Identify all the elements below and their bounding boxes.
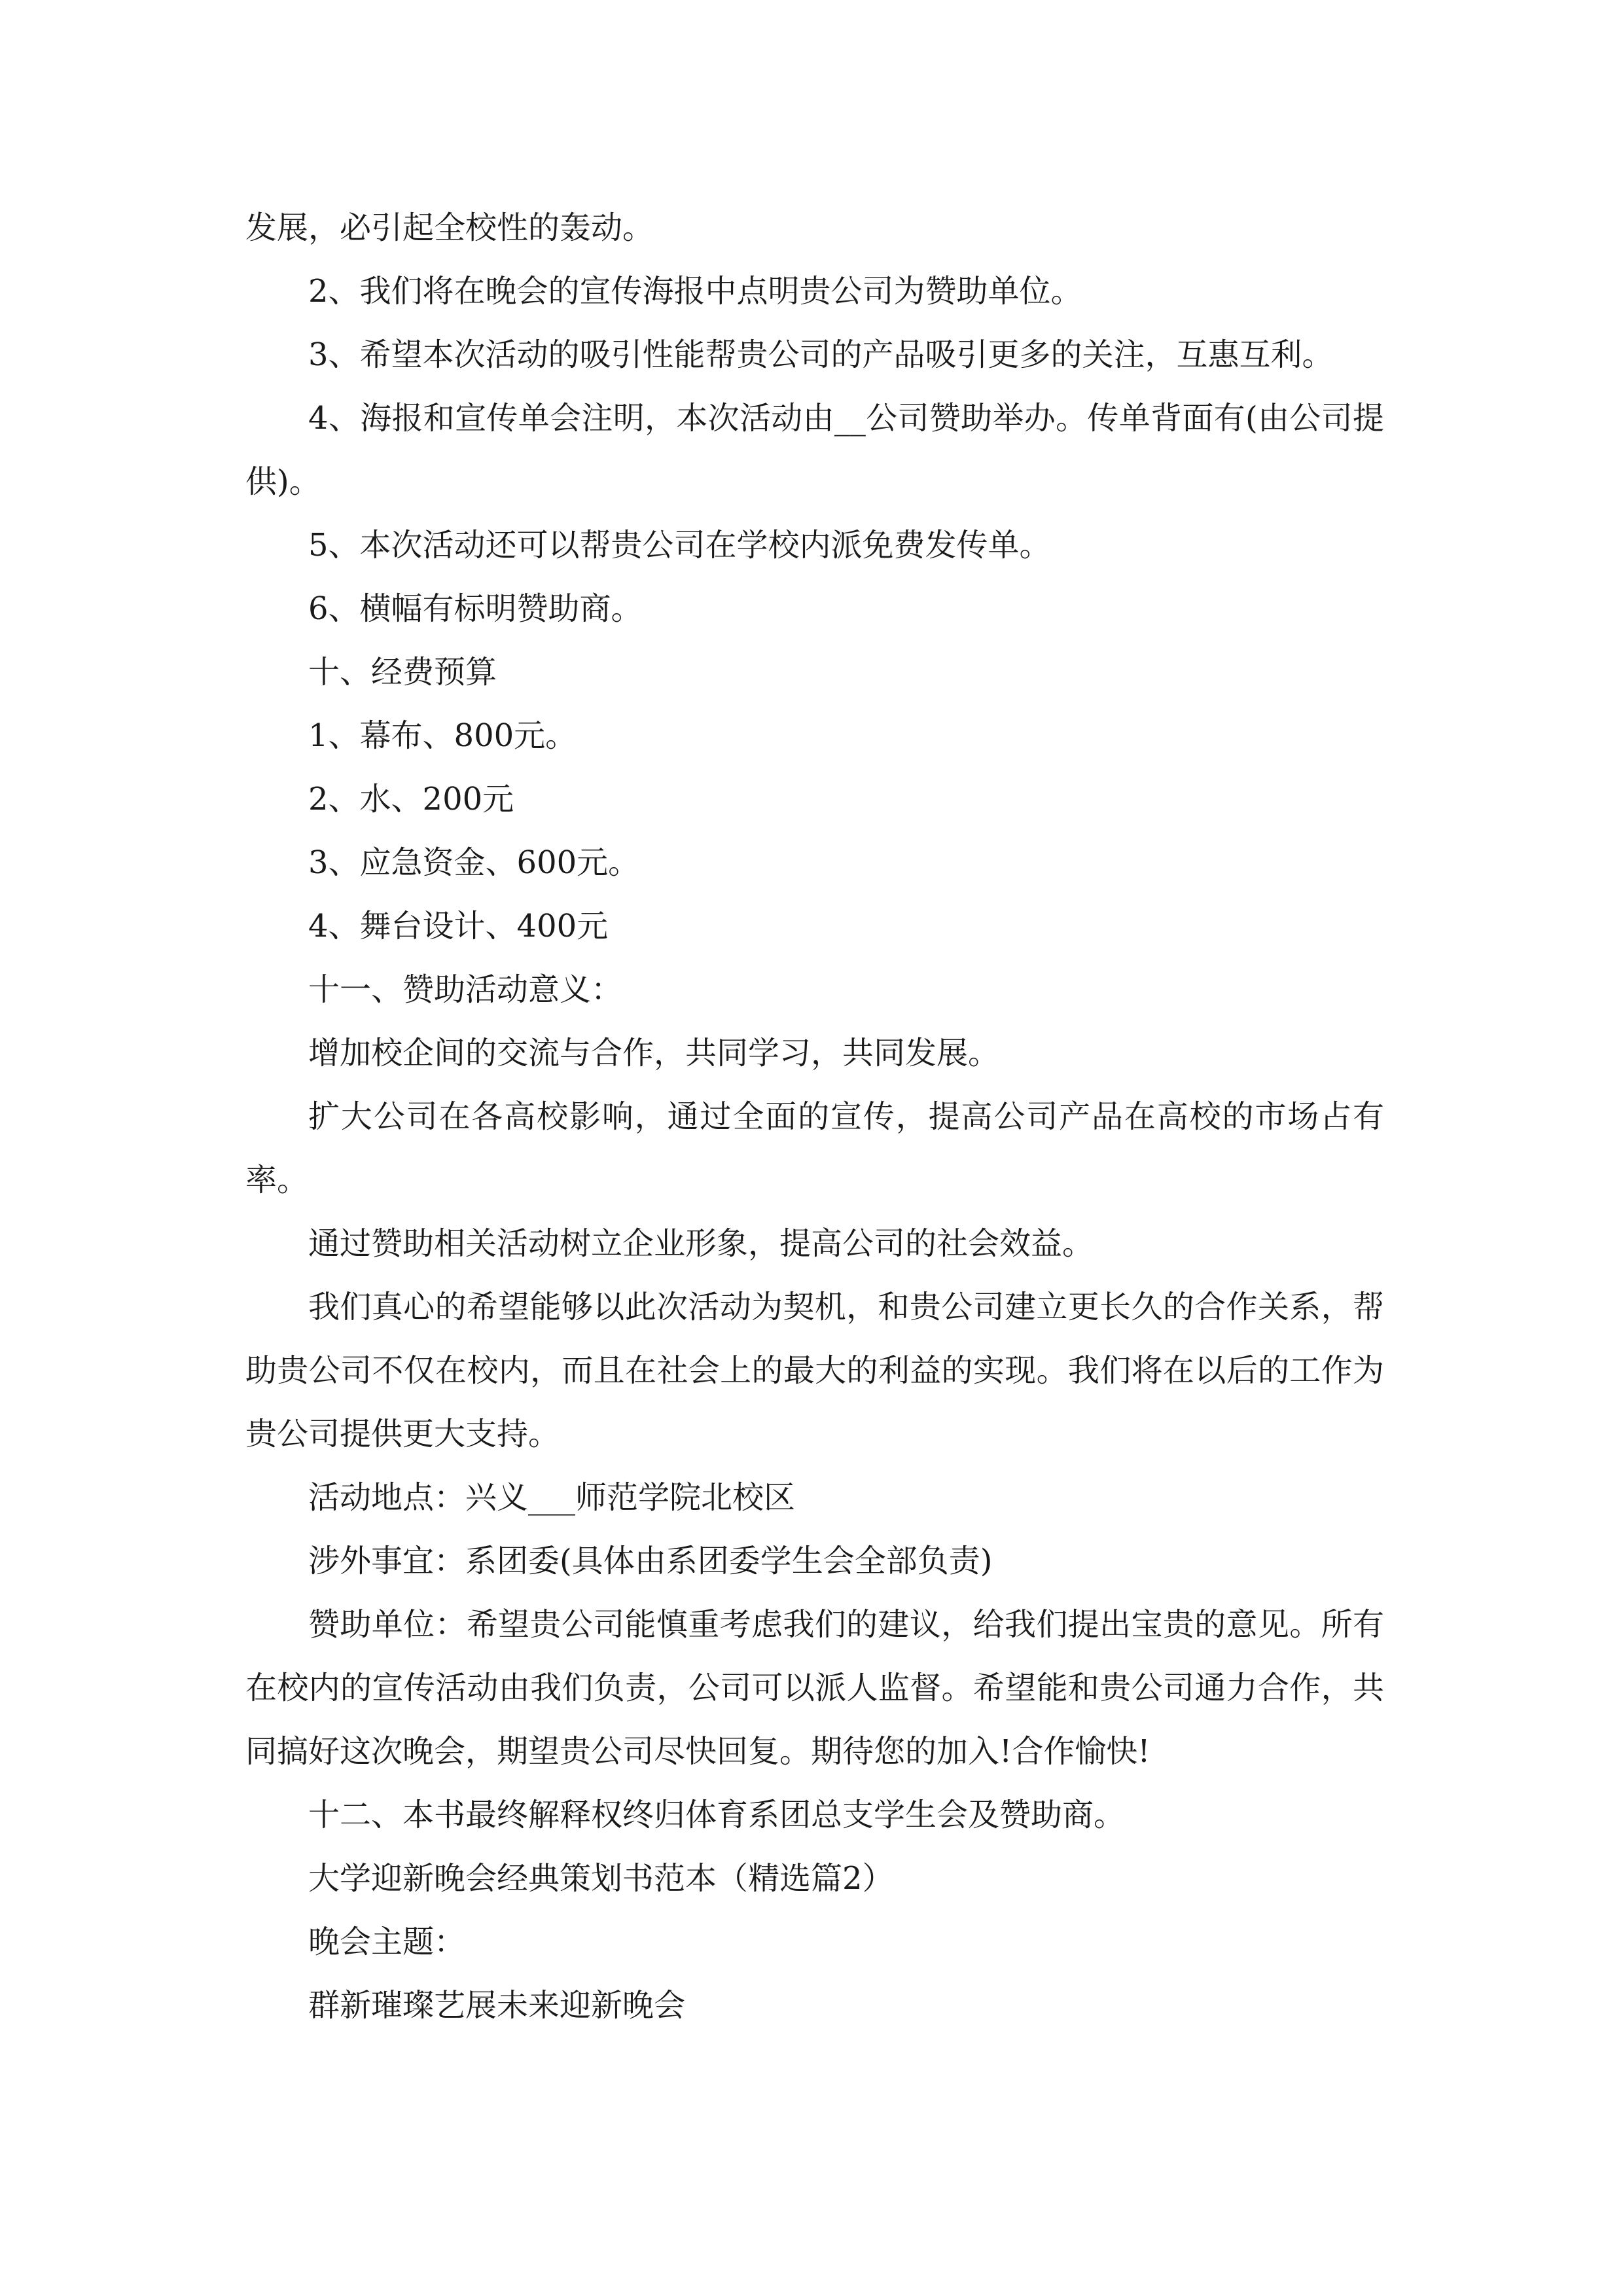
section-heading: 十一、赞助活动意义：	[308, 971, 623, 1008]
section-heading: 十、经费预算	[308, 654, 497, 691]
paragraph: 5、本次活动还可以帮贵公司在学校内派免费发传单。	[308, 527, 1051, 564]
paragraph: 赞助单位：希望贵公司能慎重考虑我们的建议，给我们提出宝贵的意见。所有在校内的宣传活动由我们负责，公司可以派人监督。希望能和贵公司通力合作，共同搞好这次晚会，期望贵公司尽快回复。期待您的加入!合作愉快!	[245, 1606, 1384, 1770]
paragraph: 4、海报和宣传单会注明，本次活动由__公司赞助举办。传单背面有(由公司提供)。	[245, 400, 1384, 500]
document-body	[245, 196, 1384, 2037]
paragraph: 涉外事宜：系团委(具体由系团委学生会全部负责)	[308, 1543, 993, 1579]
paragraph: 群新璀璨艺展未来迎新晚会	[308, 1987, 686, 2024]
paragraph: 3、希望本次活动的吸引性能帮贵公司的产品吸引更多的关注，互惠互利。	[308, 336, 1334, 373]
paragraph: 发展，必引起全校性的轰动。	[245, 209, 654, 246]
paragraph: 晚会主题：	[308, 1924, 466, 1960]
paragraph: 通过赞助相关活动树立企业形象，提高公司的社会效益。	[308, 1225, 1094, 1262]
budget-item: 3、应急资金、600元。	[308, 844, 640, 881]
paragraph: 活动地点：兴义___师范学院北校区	[308, 1479, 796, 1516]
paragraph: 我们真心的希望能够以此次活动为契机，和贵公司建立更长久的合作关系，帮助贵公司不仅在校内，而且在社会上的最大的利益的实现。我们将在以后的工作为贵公司提供更大支持。	[245, 1289, 1384, 1452]
paragraph: 2、我们将在晚会的宣传海报中点明贵公司为赞助单位。	[308, 273, 1082, 310]
paragraph: 6、横幅有标明赞助商。	[308, 590, 643, 627]
paragraph: 增加校企间的交流与合作，共同学习，共同发展。	[308, 1035, 1000, 1071]
budget-item: 4、舞台设计、400元	[308, 908, 609, 944]
section-heading: 十二、本书最终解释权终归体育系团总支学生会及赞助商。	[308, 1797, 1126, 1833]
budget-item: 2、水、200元	[308, 781, 514, 817]
document-subtitle: 大学迎新晚会经典策划书范本（精选篇2）	[308, 1860, 894, 1897]
budget-item: 1、幕布、800元。	[308, 717, 577, 754]
paragraph: 扩大公司在各高校影响，通过全面的宣传，提高公司产品在高校的市场占有率。	[245, 1098, 1384, 1198]
